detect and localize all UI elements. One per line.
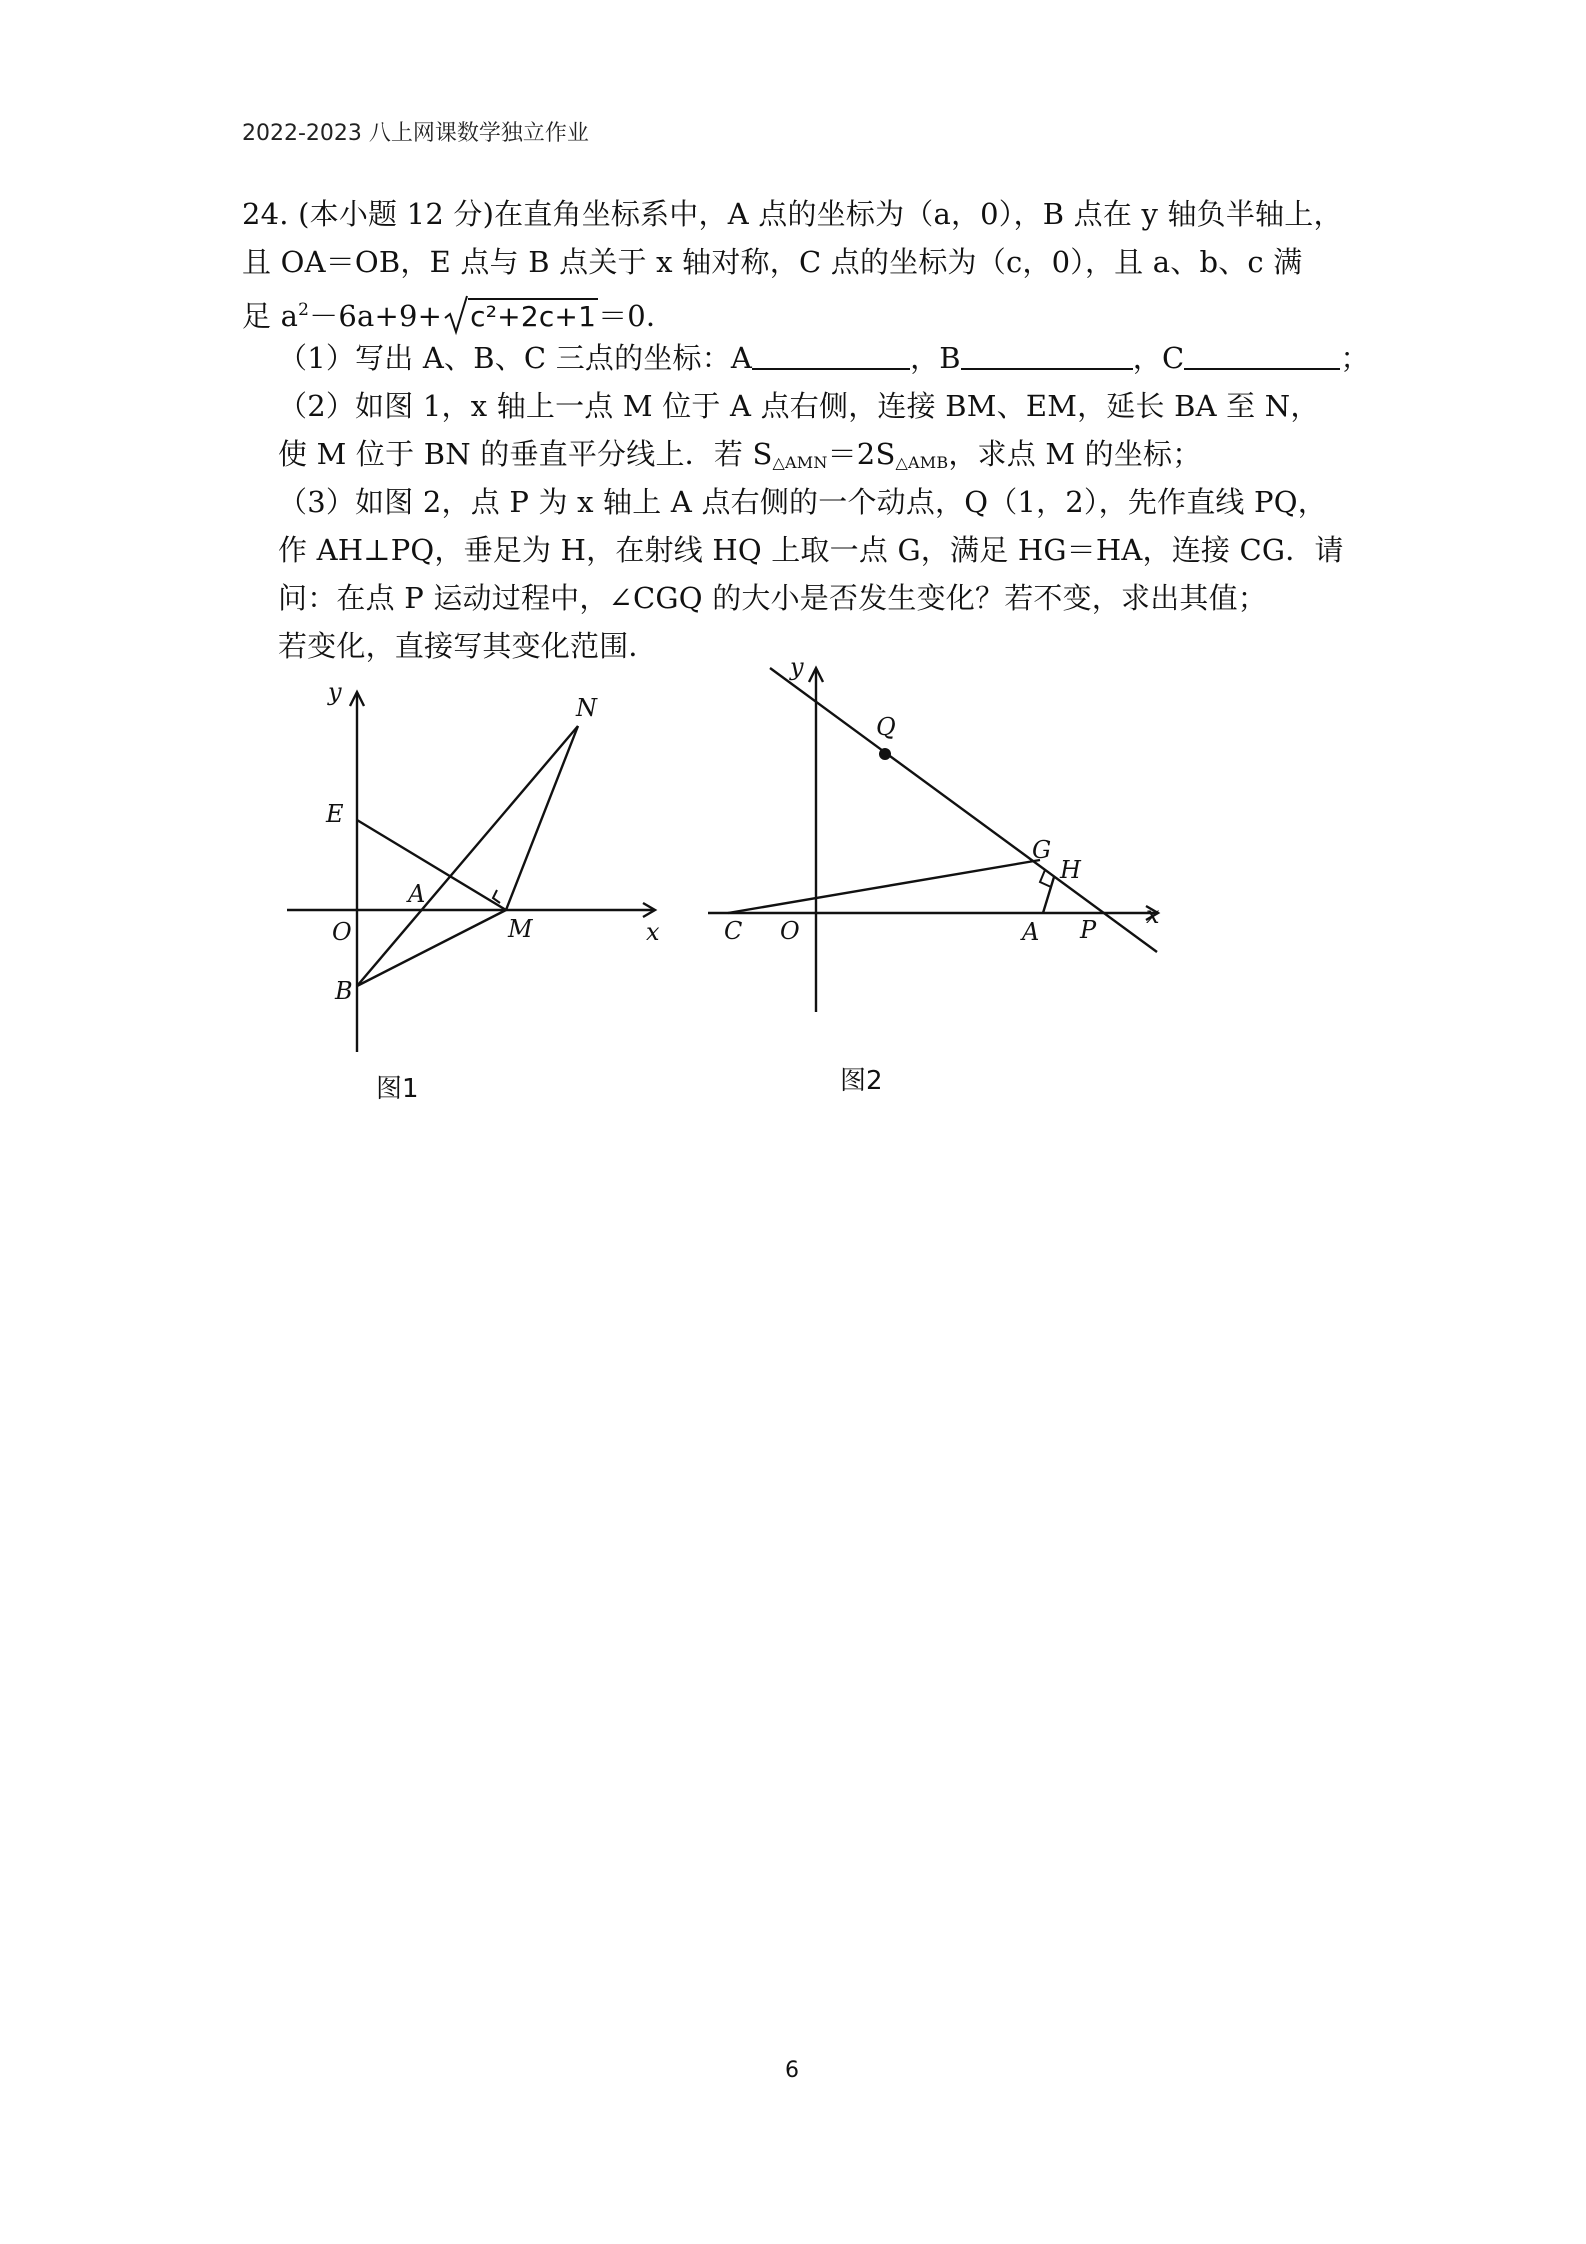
- area-subscript-1: △AMN: [772, 453, 828, 472]
- problem-line-1: 24. (本小题 12 分)在直角坐标系中，A 点的坐标为（a，0），B 点在 y 轴负半轴上，: [242, 197, 1343, 231]
- fig2-label-c: C: [724, 917, 743, 945]
- fig2-label-o: O: [780, 917, 800, 945]
- q1-b-label: ，B: [910, 341, 961, 375]
- point-q: [879, 748, 891, 760]
- q1-end: ；: [1340, 341, 1370, 375]
- question-3-line-3: 问：在点 P 运动过程中，∠CGQ 的大小是否发生变化？若不变，求出其值；: [278, 581, 1267, 615]
- page-header: 2022-2023 八上网课数学独立作业: [242, 121, 589, 146]
- problem-line-2: 且 OA＝OB，E 点与 B 点关于 x 轴对称，C 点的坐标为（c，0），且 a、b、c 满: [242, 245, 1303, 279]
- right-angle-mark: [493, 890, 500, 903]
- fig2-label-y: y: [790, 653, 804, 681]
- q1-c-label: ，C: [1132, 341, 1185, 375]
- fig1-label-y: y: [328, 678, 342, 706]
- square-root: [444, 296, 598, 337]
- q2-text-a: 使 M 位于 BN 的垂直平分线上．若 S: [278, 437, 773, 471]
- fig2-label-x: x: [1146, 901, 1160, 929]
- question-3-line-4: 若变化，直接写其变化范围．: [278, 629, 658, 663]
- question-2-line-2: [278, 434, 1201, 483]
- fig1-label-e: E: [326, 800, 344, 828]
- figure-1-caption: 图1: [376, 1074, 419, 1104]
- fig1-label-m: M: [508, 915, 533, 943]
- segment-ah: [1043, 877, 1054, 913]
- equation-prefix: 足 a: [242, 299, 299, 333]
- question-2-line-1: （2）如图 1，x 轴上一点 M 位于 A 点右侧，连接 BM、EM，延长 BA 至 N，: [278, 389, 1320, 423]
- answer-blank-c[interactable]: [1184, 340, 1340, 370]
- question-3-line-1: （3）如图 2，点 P 为 x 轴上 A 点右侧的一个动点，Q（1，2），先作直线 PQ，: [278, 485, 1327, 519]
- fig1-label-b: B: [335, 977, 353, 1005]
- answer-blank-a[interactable]: [752, 340, 910, 370]
- fig2-label-h: H: [1060, 856, 1081, 884]
- question-3-line-2: 作 AH⊥PQ，垂足为 H，在射线 HQ 上取一点 G，满足 HG＝HA，连接 CG．请: [278, 533, 1344, 567]
- equation-middle: －6a+9+: [309, 299, 443, 333]
- q1-prefix: （1）写出 A、B、C 三点的坐标：A: [278, 341, 753, 375]
- line-pq: [770, 668, 1157, 952]
- segment-em: [357, 820, 506, 910]
- question-1: [278, 338, 1370, 378]
- equation-suffix: ＝0．: [598, 299, 676, 333]
- radicand: c²+2c+1: [470, 300, 597, 333]
- fig1-label-a: A: [408, 880, 426, 908]
- figure-1: [270, 670, 670, 1070]
- fig2-label-q: Q: [876, 713, 896, 741]
- figure-2-caption: 图2: [840, 1066, 883, 1096]
- fig2-label-p: P: [1080, 916, 1097, 944]
- fig1-label-x: x: [646, 918, 660, 946]
- fig2-label-a: A: [1022, 918, 1040, 946]
- q2-text-c: ，求点 M 的坐标；: [948, 437, 1202, 471]
- fig1-label-o: O: [332, 918, 352, 946]
- segment-cg: [728, 860, 1040, 913]
- fig1-label-n: N: [576, 694, 597, 722]
- q2-text-b: ＝2S: [827, 437, 896, 471]
- problem-line-3: [242, 290, 675, 337]
- area-subscript-2: △AMB: [895, 453, 949, 472]
- segment-bm: [357, 910, 506, 986]
- page-number: 6: [785, 2058, 799, 2083]
- answer-blank-b[interactable]: [961, 340, 1133, 370]
- exponent: 2: [298, 300, 310, 320]
- segment-nm: [506, 726, 578, 910]
- figure-2: [690, 650, 1180, 1030]
- fig2-label-g: G: [1032, 836, 1052, 864]
- segment-bn: [357, 726, 578, 986]
